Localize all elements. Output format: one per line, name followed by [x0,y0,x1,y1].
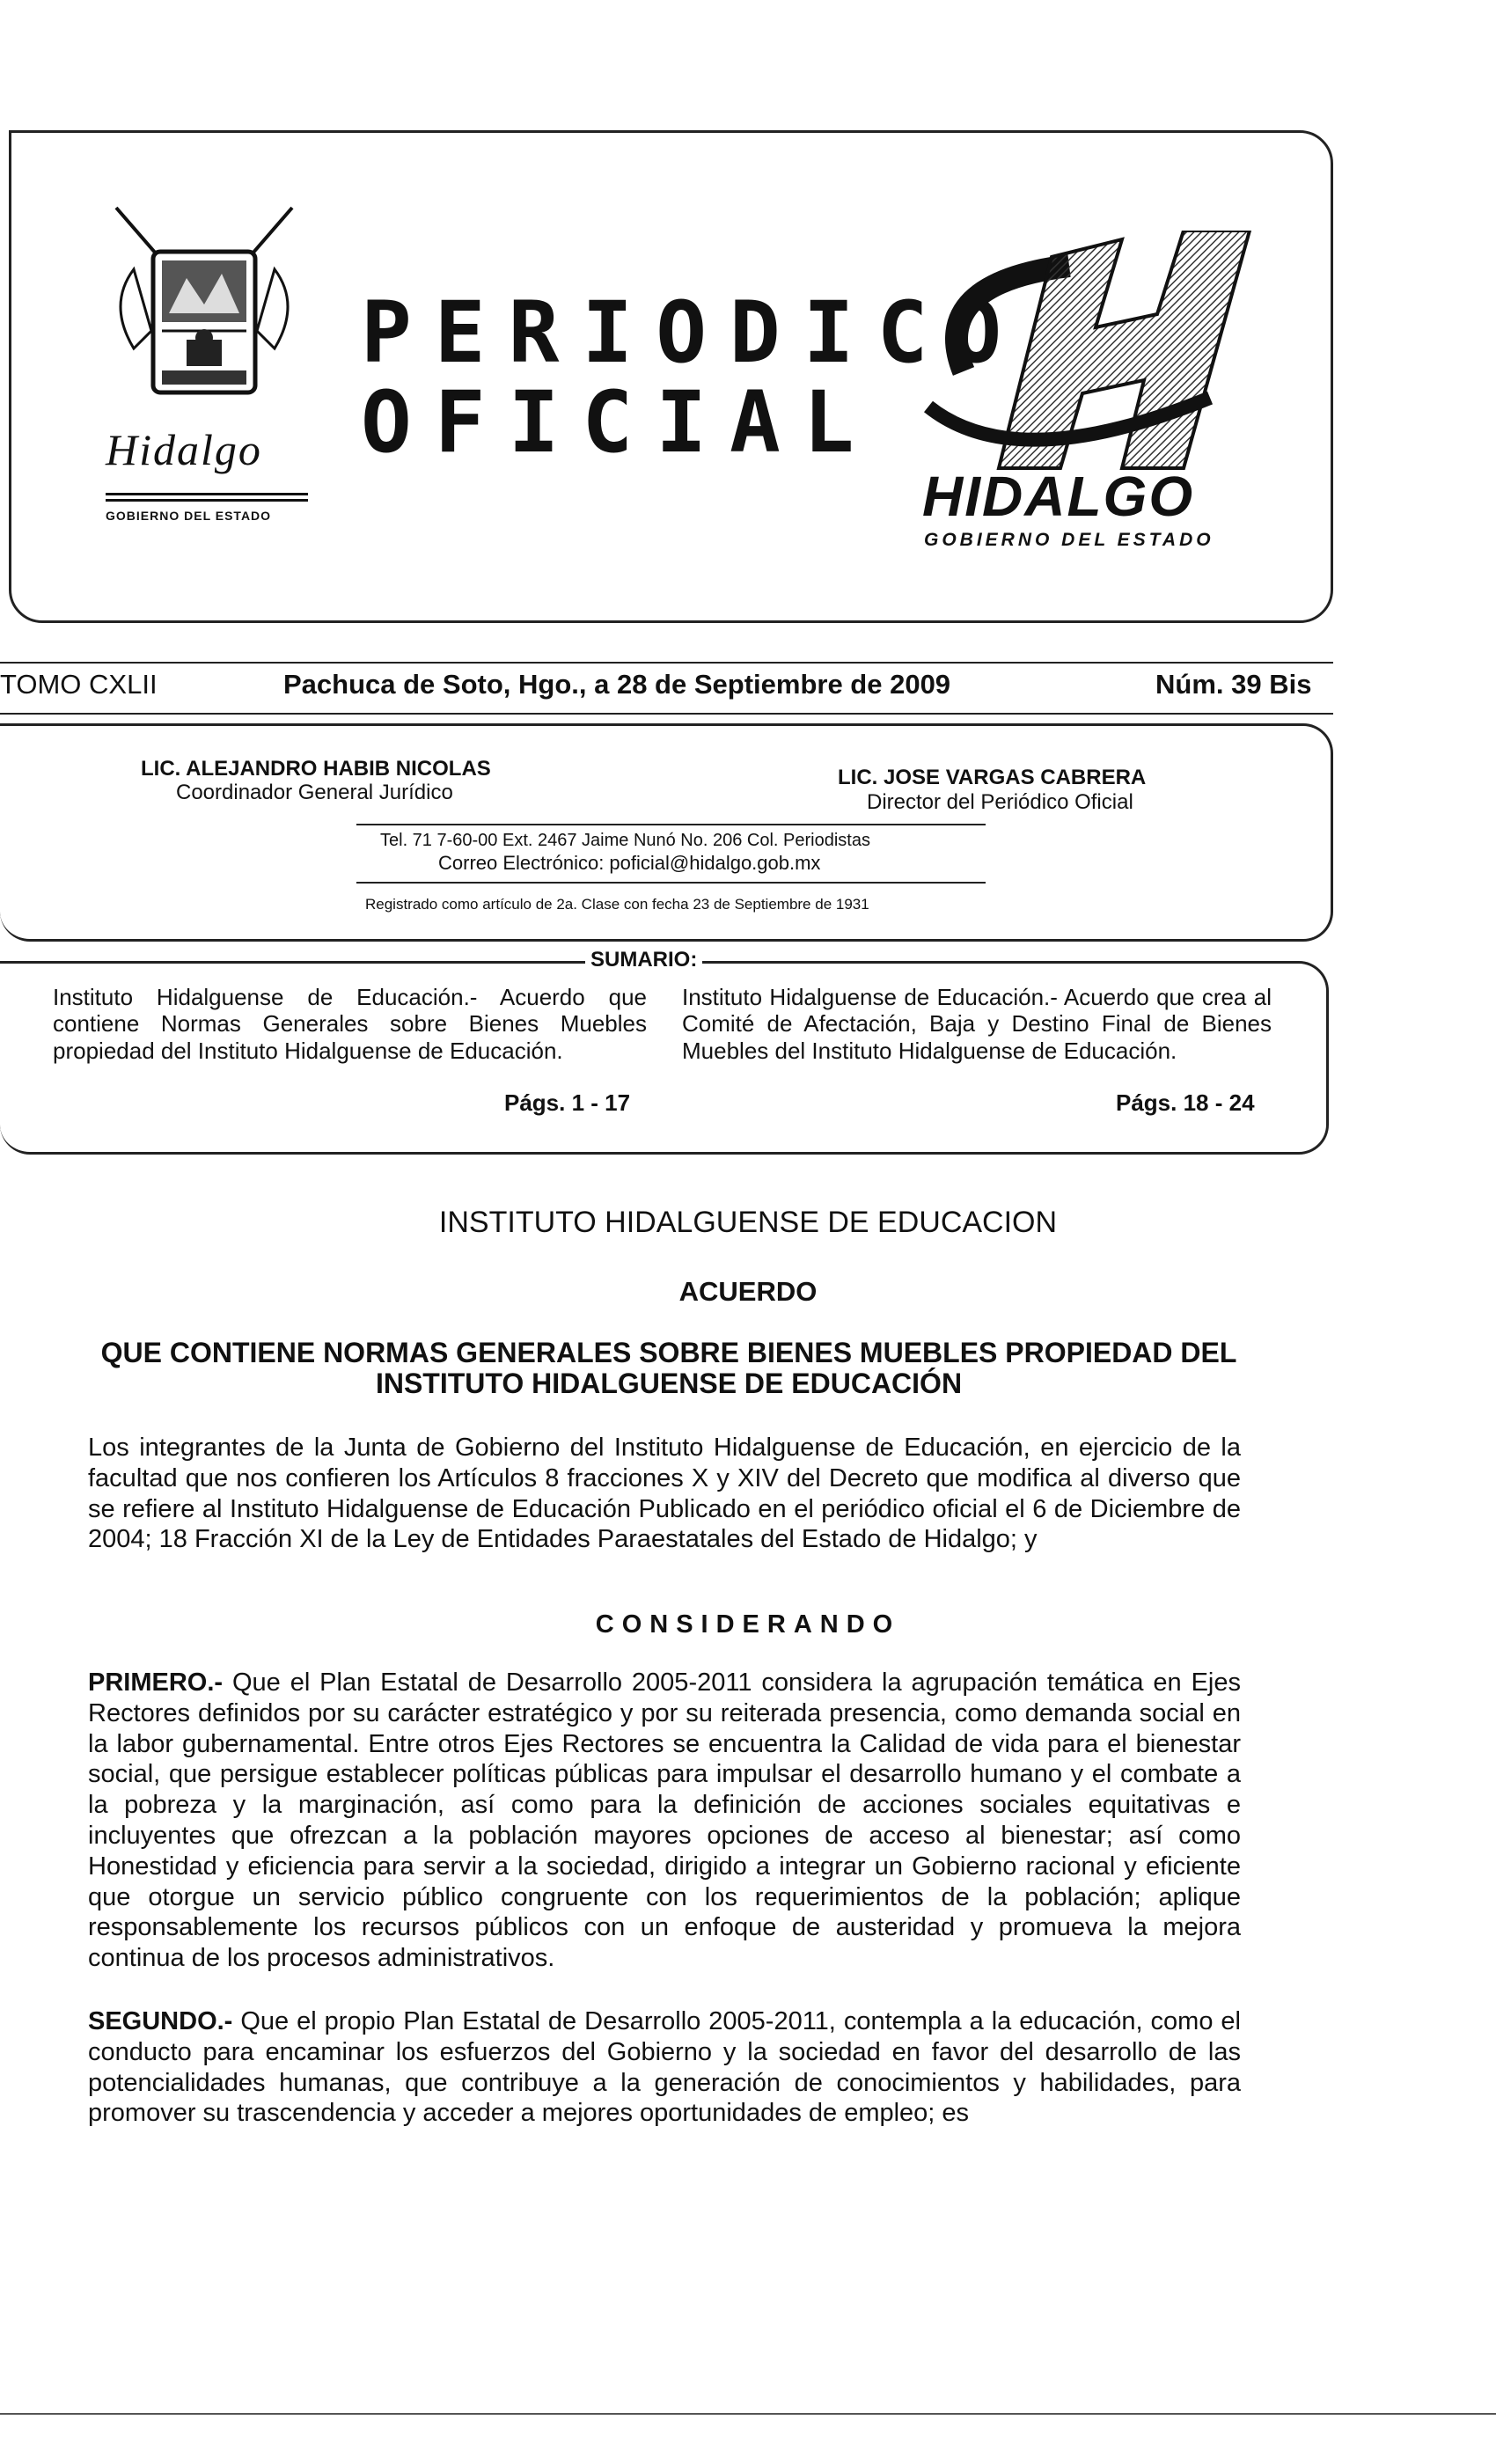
tomo-label: TOMO CXLII [0,669,158,700]
segundo-lead: SEGUNDO.- [88,2007,233,2035]
contact-bottom-rule [356,882,986,884]
page-bottom-rule [0,2413,1496,2415]
contact-top-rule [356,824,986,825]
contact-telephone: Tel. 71 7-60-00 Ext. 2467 Jaime Nunó No. 206 Col. Periodistas [380,831,870,850]
place-date: Pachuca de Soto, Hgo., a 28 de Septiembre de 2009 [283,669,951,700]
coordinator-role: Coordinador General Jurídico [176,781,453,804]
document-title: QUE CONTIENE NORMAS GENERALES SOBRE BIENES MUEBLES PROPIEDAD DEL INSTITUTO HIDALGUENSE DE EDUCACIÓN [100,1337,1237,1400]
director-name: LIC. JOSE VARGAS CABRERA [838,766,1147,789]
contact-email: Correo Electrónico: poficial@hidalgo.gob.mx [438,852,821,874]
hidalgo-wordmark: HIDALGO [922,465,1195,528]
issue-number: Núm. 39 Bis [1155,669,1312,700]
issue-top-rule [0,662,1333,664]
intro-paragraph: Los integrantes de la Junta de Gobierno del Instituto Hidalguense de Educación, en ejercicio de la facultad que nos confieren los Artículos 8 fracciones X y XIV del Decreto que modifica al diverso que se refiere al Instituto Hidalguense de Educación Publicado en el periódico oficial el 6 de Diciembre de 2004; 18 Fracción XI de la Ley de Entidades Paraestatales del Estado de Hidalgo; y [88,1434,1241,1554]
primero-text: Que el Plan Estatal de Desarrollo 2005-2011 considera la agrupación temática en Ejes Rectores definidos por su carácter estratégico y por su reiterada presencia, como demanda social en la labor gubernamental. Entre otros Ejes Rectores se encuentra la Calidad de vida para el bienestar social, que persigue establecer políticas públicas para impulsar el desarrollo humano y el combate a la pobreza y la marginación, así como para la definición de acciones sociales equitativas e incluyentes que ofrezcan a la población mayores opciones de acceso al bienestar; así como Honestidad y eficiencia para servir a la sociedad, dirigido a integrar un Gobierno racional y eficiente que otorgue un servicio público congruente con los requerimientos de la población; aplique responsablemente los recursos públicos con un enfoque de austeridad y promueva la mejora continua de los procesos administrativos. [88,1668,1241,1973]
oficial-title: OFICIAL [361,373,877,472]
sumario-title: SUMARIO: [585,948,702,972]
right-government-caption: GOBIERNO DEL ESTADO [924,530,1214,550]
institute-heading: INSTITUTO HIDALGUENSE DE EDUCACION [438,1206,1058,1239]
sumario-item-right: Instituto Hidalguense de Educación.- Acuerdo que crea al Comité de Afectación, Baja y Destino Final de Bienes Muebles del Instituto Hidalguense de Educación. [682,984,1272,1064]
sumario-pages-left: Págs. 1 - 17 [504,1089,631,1116]
left-government-caption: GOBIERNO DEL ESTADO [106,509,272,523]
sumario-pages-right: Págs. 18 - 24 [1116,1089,1255,1116]
director-role: Director del Periódico Oficial [867,790,1133,814]
considerando-heading: CONSIDERANDO [595,1610,901,1639]
hidalgo-script-logo: Hidalgo [106,425,262,474]
primero-paragraph [88,1668,1241,1974]
acuerdo-heading: ACUERDO [678,1276,818,1307]
segundo-text: Que el propio Plan Estatal de Desarrollo 2005-2011, contempla a la educación, como el conducto para encaminar los esfuerzos del Gobierno y la sociedad en favor del desarrollo de las potencialidades humanas, que contribuye a la generación de conocimientos y habilidades, para promover su trascendencia y acceder a mejores oportunidades de empleo; es [88,2007,1241,2128]
coordinator-name: LIC. ALEJANDRO HABIB NICOLAS [141,757,491,781]
registration-note: Registrado como artículo de 2a. Clase con fecha 23 de Septiembre de 1931 [365,896,869,913]
segundo-paragraph [88,2006,1241,2129]
sumario-item-left: Instituto Hidalguense de Educación.- Acuerdo que contiene Normas Generales sobre Bienes Muebles propiedad del Instituto Hidalguense de Educación. [53,984,647,1064]
coat-of-arms-emblem [99,199,310,428]
left-caption-rules [106,493,308,505]
primero-lead: PRIMERO.- [88,1668,224,1697]
periodico-title: PERIODICO [361,283,1025,382]
issue-bottom-rule [0,713,1333,715]
hidalgo-h-logo [911,231,1254,495]
